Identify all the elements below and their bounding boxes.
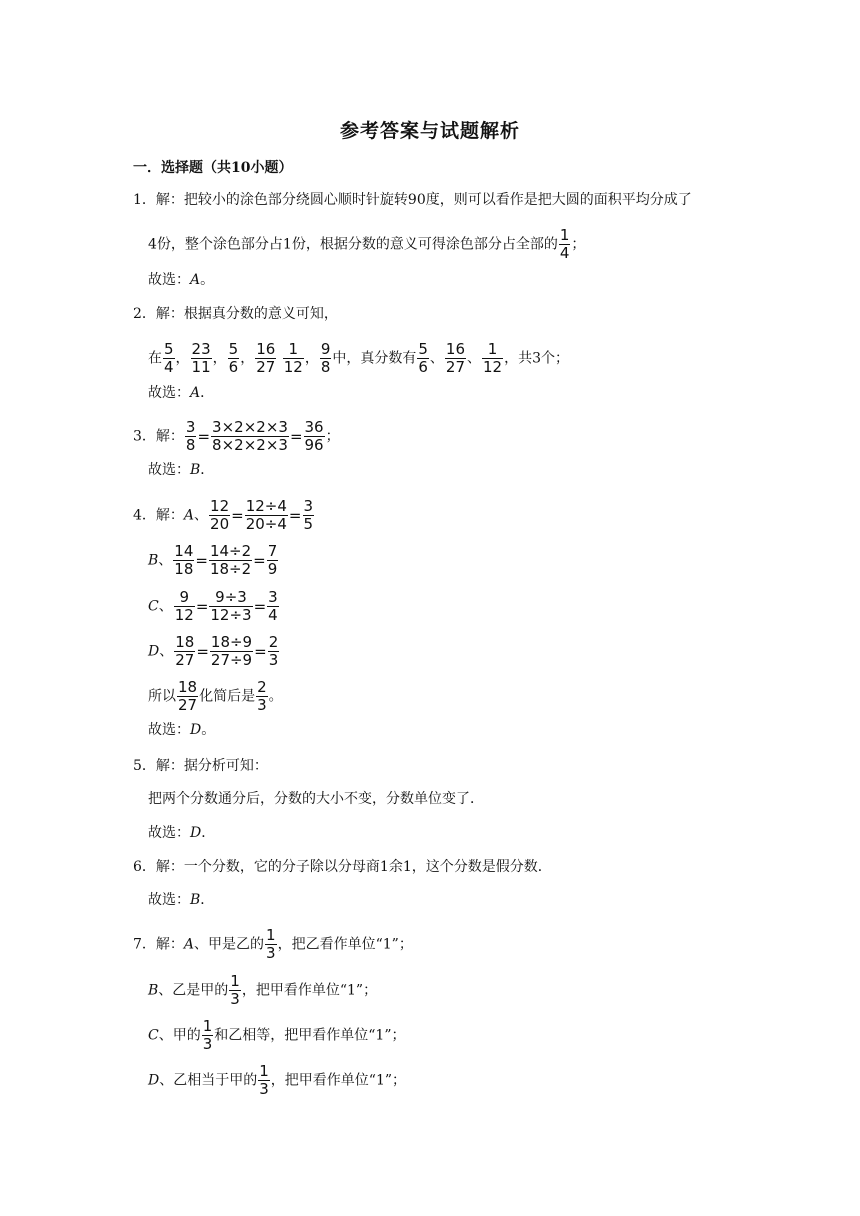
fraction-numerator: 2 (257, 678, 267, 696)
q2-answer (148, 383, 214, 403)
text-segment: ，共3个； (504, 350, 570, 367)
q4-row-d (148, 635, 280, 668)
fraction-denominator: 27 (178, 696, 198, 714)
text-segment: ， (240, 350, 255, 367)
q7-row-d (148, 1064, 406, 1097)
fraction-numerator: 1 (487, 340, 498, 358)
text-segment: ； (571, 236, 586, 253)
fraction-numerator: 3×2×2×3 (212, 418, 288, 436)
text-segment: 7．解： (133, 936, 184, 953)
fraction-numerator: 1 (288, 340, 299, 358)
text-segment: B (148, 982, 159, 999)
q5-line-2: 把两个分数通分后，分数的大小不变，分数单位变了． (148, 791, 484, 807)
text-segment: D (190, 825, 202, 841)
text-segment: 故选： (148, 722, 190, 738)
text-segment: 、 (158, 552, 173, 569)
text-segment: = (195, 597, 209, 616)
text-segment: 4份，整个涂色部分占1份，根据分数的意义可得涂色部分占全部的 (148, 236, 558, 253)
fraction-denominator: 27 (445, 358, 466, 376)
fraction-numerator: 1 (230, 972, 240, 990)
text-segment: 、 (159, 643, 174, 660)
fraction-denominator: 3 (266, 944, 276, 962)
fraction (445, 342, 466, 375)
fraction (267, 590, 279, 623)
text-segment: C (148, 1027, 159, 1044)
fraction (256, 680, 268, 713)
fraction-denominator: 3 (202, 1035, 213, 1053)
fraction-denominator: 18 (174, 560, 194, 578)
fraction-denominator: 12÷3 (210, 606, 252, 624)
fraction (209, 590, 252, 623)
fraction-denominator: 12 (174, 606, 194, 624)
fraction (211, 420, 289, 453)
text-segment: 、 (158, 1027, 173, 1044)
fraction (320, 342, 332, 375)
fraction-denominator: 6 (228, 358, 239, 376)
fraction (210, 635, 253, 668)
text-segment: 故选： (148, 272, 190, 288)
fraction-denominator: 12 (283, 358, 303, 376)
fraction (258, 1064, 270, 1097)
fraction-numerator: 7 (267, 542, 278, 560)
fraction-denominator: 3 (230, 990, 240, 1008)
fraction-numerator: 18 (175, 633, 195, 651)
q4-row-c (148, 590, 280, 623)
fraction (191, 342, 212, 375)
text-segment: 故选： (148, 825, 190, 841)
fraction-numerator: 2 (268, 633, 279, 651)
text-segment: 和乙相等，把甲看作单位“1”； (214, 1027, 406, 1044)
fraction (417, 342, 429, 375)
fraction-numerator: 16 (445, 340, 466, 358)
text-segment: 、 (194, 507, 209, 524)
fraction-numerator: 5 (418, 340, 428, 358)
q7-row-b (148, 974, 377, 1007)
text-segment: = (195, 551, 208, 570)
fraction-denominator: 20÷4 (245, 515, 287, 533)
fraction (267, 544, 279, 577)
text-segment: ， (304, 350, 319, 367)
fraction-numerator: 9 (320, 340, 331, 358)
text-segment: 、 (158, 982, 173, 999)
text-segment: A (190, 385, 201, 401)
text-segment: 、 (429, 350, 444, 367)
fraction-numerator: 3 (185, 418, 196, 436)
fraction (174, 635, 195, 668)
text-segment: 、 (158, 598, 173, 615)
text-segment: = (288, 506, 302, 525)
fraction-numerator: 5 (164, 340, 174, 358)
text-segment: 、 (194, 936, 209, 953)
fraction (268, 635, 280, 668)
q6-answer (148, 890, 214, 910)
text-segment: 在 (148, 350, 162, 367)
text-segment: = (197, 427, 211, 446)
q7-row-c (148, 1019, 406, 1052)
fraction-denominator: 3 (257, 696, 267, 714)
fraction (209, 499, 230, 532)
text-segment: 3．解： (133, 428, 184, 445)
fraction-numerator: 3 (303, 497, 314, 515)
text-segment: 中，真分数有 (332, 350, 417, 367)
q4-answer (148, 720, 215, 740)
fraction-numerator: 1 (259, 1062, 269, 1080)
page-title: 参考答案与试题解析 (339, 120, 520, 142)
text-segment: D (148, 643, 160, 660)
q2-line-2 (148, 342, 569, 375)
text-segment: = (253, 551, 266, 570)
text-segment: 故选： (148, 385, 190, 401)
fraction-denominator: 5 (303, 515, 314, 533)
text-segment: 化简后是 (199, 688, 256, 705)
fraction-denominator: 3 (268, 651, 279, 669)
q1-answer (148, 270, 214, 290)
text-segment: ，把甲看作单位“1”； (270, 1072, 407, 1089)
q3-line (133, 420, 340, 453)
fraction-numerator: 16 (256, 340, 276, 358)
fraction-denominator: 11 (191, 358, 211, 376)
text-segment: 故选： (148, 462, 190, 478)
text-segment: = (196, 642, 209, 661)
fraction-denominator: 27 (175, 651, 195, 669)
text-segment: D (190, 722, 202, 738)
text-segment: 。 (200, 272, 215, 288)
fraction-numerator: 9÷3 (215, 588, 247, 606)
text-segment: ， (212, 350, 227, 367)
text-segment: B (148, 552, 159, 569)
q4-conclusion (148, 680, 283, 713)
text-segment: ，把甲看作单位“1”； (241, 982, 378, 999)
fraction-denominator: 6 (418, 358, 428, 376)
text-segment: A (190, 272, 201, 288)
fraction-numerator: 5 (228, 340, 239, 358)
q4-row-b (148, 544, 279, 577)
fraction (209, 544, 252, 577)
text-segment: ． (201, 825, 216, 841)
fraction-numerator: 18 (178, 678, 198, 696)
fraction (559, 228, 571, 261)
q5-answer (148, 823, 215, 843)
fraction-numerator: 1 (202, 1017, 213, 1035)
text-segment: 所以 (148, 688, 176, 705)
q3-answer (148, 460, 214, 480)
fraction-numerator: 12÷4 (245, 497, 287, 515)
fraction-denominator: 27÷9 (210, 651, 253, 669)
fraction-denominator: 8 (320, 358, 331, 376)
text-segment: 。 (268, 688, 283, 705)
fraction-denominator: 18÷2 (209, 560, 252, 578)
q6-line-1: 6．解：一个分数，它的分子除以分母商1余1，这个分数是假分数． (133, 859, 552, 875)
fraction (173, 544, 194, 577)
text-segment: = (254, 642, 267, 661)
q5-line-1: 5．解：据分析可知： (133, 758, 268, 774)
fraction-denominator: 4 (164, 358, 174, 376)
fraction-numerator: 1 (559, 226, 570, 244)
fraction-numerator: 18÷9 (210, 633, 253, 651)
fraction (163, 342, 175, 375)
fraction (229, 974, 241, 1007)
q4-row-a (133, 499, 315, 532)
fraction (283, 342, 304, 375)
fraction-denominator: 27 (256, 358, 276, 376)
q2-line-1: 2．解：根据真分数的意义可知， (133, 306, 338, 322)
fraction-numerator: 36 (304, 418, 324, 436)
text-segment: ， (175, 350, 190, 367)
fraction-denominator: 20 (210, 515, 230, 533)
text-segment: 甲是乙的 (208, 936, 265, 953)
text-segment: = (289, 427, 303, 446)
text-segment: 。 (201, 722, 216, 738)
text-segment: B (190, 892, 201, 908)
fraction-numerator: 14÷2 (209, 542, 252, 560)
text-segment: ，把乙看作单位“1”； (277, 936, 413, 953)
text-segment: ； (325, 428, 340, 445)
text-segment: 甲的 (172, 1027, 201, 1044)
text-segment: 、 (159, 1072, 174, 1089)
fraction (265, 928, 277, 961)
q1-line-1: 1．解：把较小的涂色部分绕圆心顺时针旋转90度，则可以看作是把大圆的面积平均分成了 (133, 192, 692, 208)
fraction (174, 590, 195, 623)
fraction-denominator: 8 (185, 436, 196, 454)
text-segment: A (183, 507, 195, 524)
text-segment: C (148, 598, 159, 615)
fraction-numerator: 3 (268, 588, 278, 606)
text-segment: = (253, 597, 267, 616)
text-segment: B (190, 462, 201, 478)
fraction (304, 420, 325, 453)
fraction-numerator: 9 (179, 588, 190, 606)
fraction-numerator: 1 (266, 926, 276, 944)
text-segment: ． (200, 385, 215, 401)
q1-line-2 (148, 228, 585, 261)
fraction-denominator: 3 (259, 1080, 269, 1098)
q7-row-a (133, 928, 413, 961)
fraction-numerator: 23 (191, 340, 211, 358)
fraction-denominator: 4 (268, 606, 278, 624)
text-segment: A (183, 936, 195, 953)
section-heading: 一．选择题（共10小题） (133, 160, 293, 176)
fraction (255, 342, 276, 375)
fraction (228, 342, 240, 375)
text-segment: = (231, 506, 244, 525)
fraction (202, 1019, 214, 1052)
fraction (185, 420, 197, 453)
text-segment: ． (200, 462, 215, 478)
text-segment: 4．解： (133, 507, 184, 524)
text-segment: 故选： (148, 892, 190, 908)
fraction-denominator: 96 (304, 436, 324, 454)
fraction (245, 499, 288, 532)
text-segment: 乙是甲的 (172, 982, 229, 999)
fraction (303, 499, 315, 532)
fraction (177, 680, 198, 713)
fraction-numerator: 14 (174, 542, 194, 560)
text-segment: D (148, 1072, 160, 1089)
fraction (482, 342, 503, 375)
fraction-denominator: 4 (559, 244, 570, 262)
fraction-denominator: 12 (483, 358, 503, 376)
fraction-numerator: 12 (210, 497, 230, 515)
fraction-denominator: 9 (267, 560, 278, 578)
text-segment: ． (200, 892, 215, 908)
fraction-denominator: 8×2×2×3 (212, 436, 288, 454)
text-segment: 、 (467, 350, 482, 367)
text-segment: 乙相当于甲的 (173, 1072, 258, 1089)
